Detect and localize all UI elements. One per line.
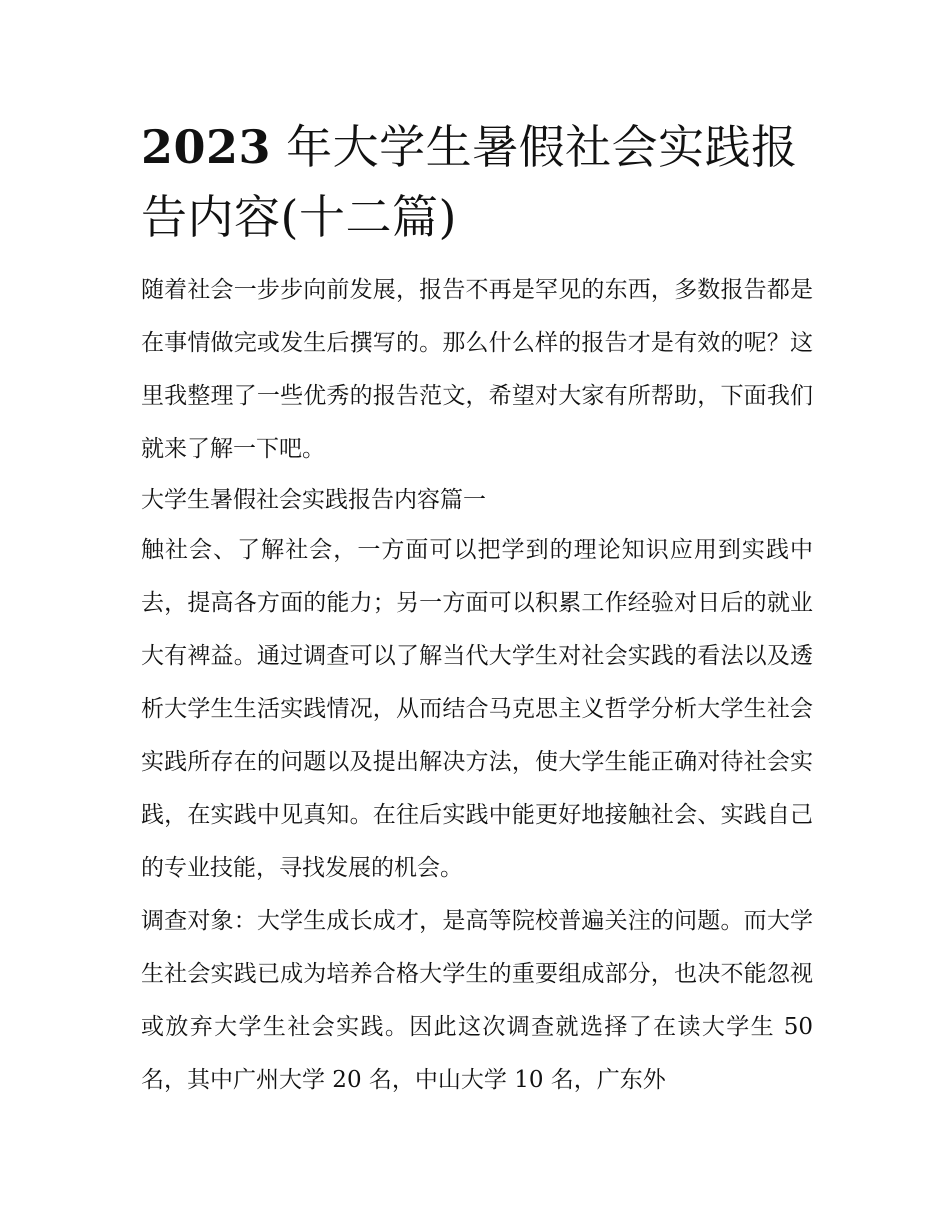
title-year: 2023 bbox=[141, 120, 272, 174]
title-text: 年大学生暑假社会实践报告内容(十二篇) bbox=[141, 120, 798, 244]
section-heading: 大学生暑假社会实践报告内容篇一 bbox=[141, 487, 486, 513]
body-paragraph-1: 触社会、了解社会，一方面可以把学到的理论知识应用到实践中去，提高各方面的能力；另一方面可以积累工作经验对日后的就业大有裨益。通过调查可以了解当代大学生对社会实践的看法以及透析大学生生活实践情况，从而结合马克思主义哲学分析大学生社会实践所存在的问题以及提出解决方法，使大学生能正确对待社会实践，在实践中见真知。在往后实践中能更好地接触社会、实践自己的专业技能，寻找发展的机会。 bbox=[141, 537, 813, 881]
document-title bbox=[141, 112, 813, 252]
body-paragraph-2: 调查对象：大学生成长成才，是高等院校普遍关注的问题。而大学生社会实践已成为培养合格大学生的重要组成部分，也决不能忽视或放弃大学生社会实践。因此这次调查就选择了在读大学生 50 名，其中广州大学 20 名，中山大学 10 名，广东外 bbox=[141, 908, 813, 1093]
document-body bbox=[141, 112, 813, 1107]
intro-paragraph: 随着社会一步步向前发展，报告不再是罕见的东西，多数报告都是在事情做完或发生后撰写的。那么什么样的报告才是有效的呢？这里我整理了一些优秀的报告范文，希望对大家有所帮助，下面我们就来了解一下吧。 bbox=[141, 277, 813, 462]
